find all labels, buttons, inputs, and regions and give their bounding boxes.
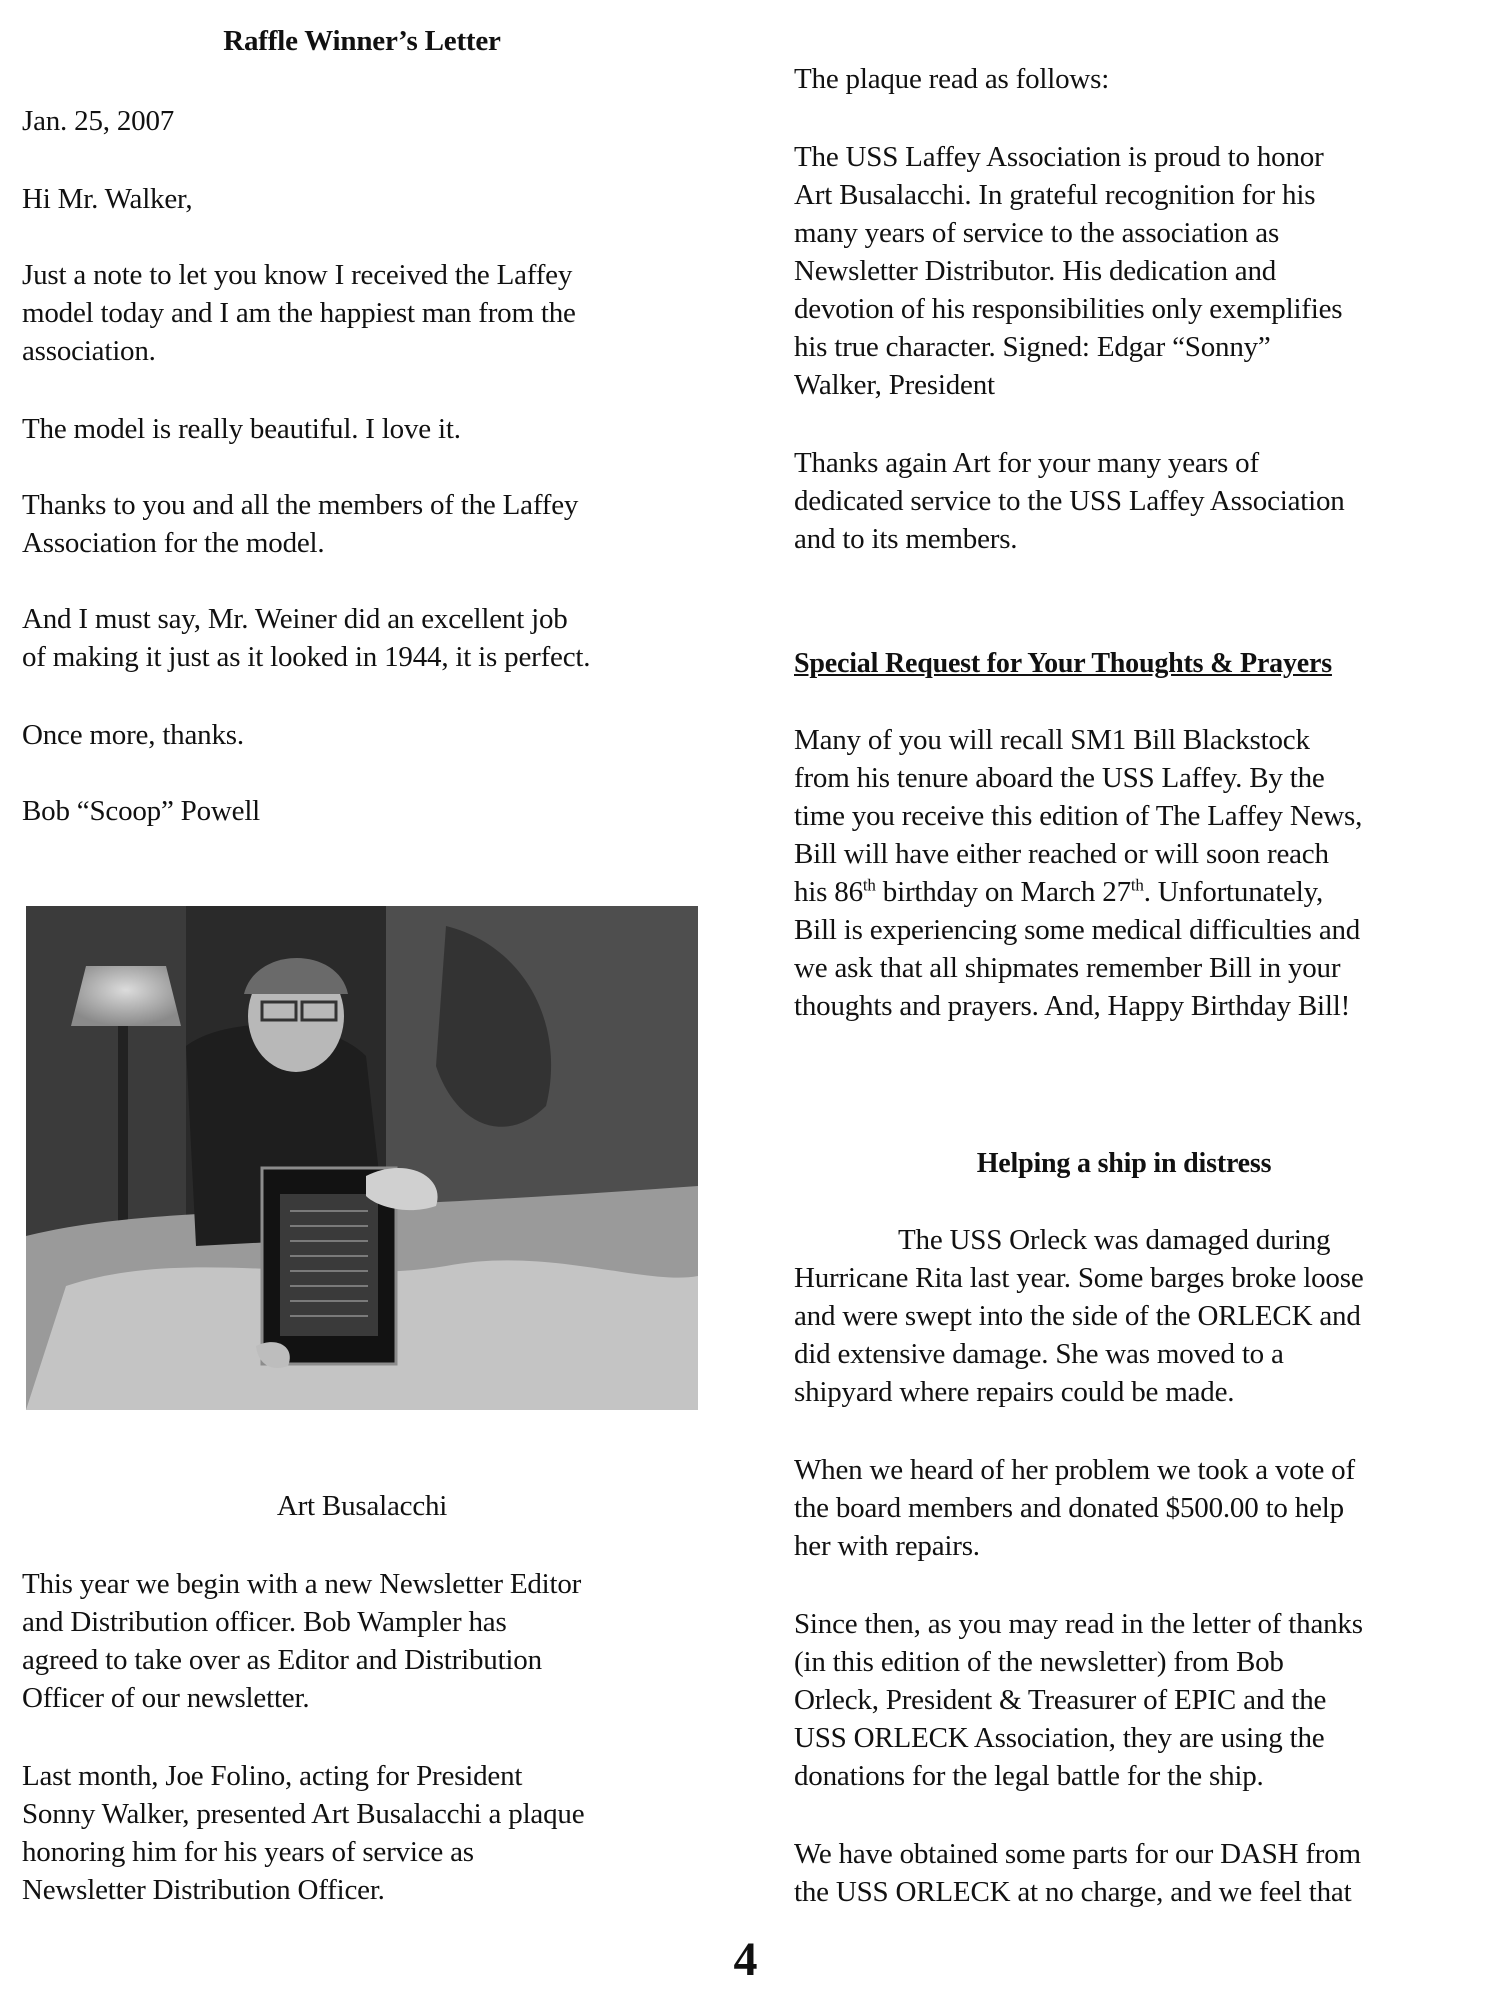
text-fragment: birthday on March 27: [875, 876, 1131, 908]
text-line: Association for the model.: [22, 527, 325, 559]
raffle-heading: Raffle Winner’s Letter: [223, 25, 501, 57]
plaque-intro: The plaque read as follows:: [794, 63, 1110, 95]
text-line: time you receive this edition of The Laffey News,: [794, 800, 1363, 832]
text-line: The USS Orleck was damaged during: [898, 1224, 1331, 1256]
text-line: her with repairs.: [794, 1530, 980, 1562]
text-line: Many of you will recall SM1 Bill Blackstock: [794, 724, 1310, 756]
text-line: dedicated service to the USS Laffey Association: [794, 485, 1345, 517]
text-line: honoring him for his years of service as: [22, 1836, 474, 1868]
text-line: Thanks again Art for your many years of: [794, 447, 1259, 479]
text-line: devotion of his responsibilities only exemplifies: [794, 293, 1343, 325]
text-line: we ask that all shipmates remember Bill in your: [794, 952, 1341, 984]
text-line: and to its members.: [794, 523, 1018, 555]
text-line: Since then, as you may read in the letter of thanks: [794, 1608, 1363, 1640]
photo-caption: Art Busalacchi: [276, 1490, 448, 1522]
text-line: Bill will have either reached or will soon reach: [794, 838, 1329, 870]
text-line: thoughts and prayers. And, Happy Birthday Bill!: [794, 990, 1351, 1022]
distress-heading: Helping a ship in distress: [976, 1148, 1272, 1179]
special-request-heading: Special Request for Your Thoughts & Prayers: [794, 648, 1332, 679]
photo-art-busalacchi-with-plaque: [26, 906, 698, 1410]
text-line: And I must say, Mr. Weiner did an excellent job: [22, 603, 568, 635]
text-line: model today and I am the happiest man from the: [22, 297, 576, 329]
page-number: 4: [733, 1933, 758, 1986]
text-line: and were swept into the side of the ORLECK and: [794, 1300, 1361, 1332]
text-line: Officer of our newsletter.: [22, 1682, 310, 1714]
text-line: and Distribution officer. Bob Wampler has: [22, 1606, 507, 1638]
letter-greeting: Hi Mr. Walker,: [22, 183, 193, 215]
text-line: of making it just as it looked in 1944, it is perfect.: [22, 641, 591, 673]
text-fragment: his 86: [794, 876, 863, 908]
text-line: When we heard of her problem we took a vote of: [794, 1454, 1355, 1486]
text-line: shipyard where repairs could be made.: [794, 1376, 1235, 1408]
text-line: Newsletter Distributor. His dedication and: [794, 255, 1277, 287]
text-line: The USS Laffey Association is proud to honor: [794, 141, 1324, 173]
text-line: many years of service to the association as: [794, 217, 1280, 249]
text-line: Newsletter Distribution Officer.: [22, 1874, 385, 1906]
text-line: the board members and donated $500.00 to help: [794, 1492, 1344, 1524]
letter-paragraph-5: Once more, thanks.: [22, 719, 244, 751]
birthday-line: [794, 873, 1454, 911]
text-fragment: . Unfortunately,: [1143, 876, 1324, 908]
text-line: Last month, Joe Folino, acting for President: [22, 1760, 523, 1792]
text-line: USS ORLECK Association, they are using the: [794, 1722, 1325, 1754]
text-line: This year we begin with a new Newsletter Editor: [22, 1568, 582, 1600]
text-line: Sonny Walker, presented Art Busalacchi a plaque: [22, 1798, 585, 1830]
text-line: his true character. Signed: Edgar “Sonny”: [794, 331, 1271, 363]
text-line: Walker, President: [794, 369, 995, 401]
text-line: the USS ORLECK at no charge, and we feel that: [794, 1876, 1352, 1908]
text-line: Just a note to let you know I received the Laffey: [22, 259, 573, 291]
text-line: (in this edition of the newsletter) from Bob: [794, 1646, 1284, 1678]
superscript: th: [862, 875, 876, 895]
text-line: Art Busalacchi. In grateful recognition for his: [794, 179, 1316, 211]
letter-paragraph-2: The model is really beautiful. I love it.: [22, 413, 461, 445]
letter-date: Jan. 25, 2007: [22, 105, 175, 137]
text-line: donations for the legal battle for the ship.: [794, 1760, 1264, 1792]
text-line: Thanks to you and all the members of the Laffey: [22, 489, 579, 521]
superscript: th: [1130, 875, 1144, 895]
text-line: We have obtained some parts for our DASH from: [794, 1838, 1361, 1870]
text-line: Hurricane Rita last year. Some barges broke loose: [794, 1262, 1364, 1294]
text-line: association.: [22, 335, 156, 367]
text-line: from his tenure aboard the USS Laffey. By the: [794, 762, 1325, 794]
letter-signature: Bob “Scoop” Powell: [22, 795, 261, 827]
text-line: did extensive damage. She was moved to a: [794, 1338, 1284, 1370]
text-line: Orleck, President & Treasurer of EPIC and the: [794, 1684, 1327, 1716]
text-line: agreed to take over as Editor and Distribution: [22, 1644, 542, 1676]
text-line: Bill is experiencing some medical difficulties and: [794, 914, 1361, 946]
